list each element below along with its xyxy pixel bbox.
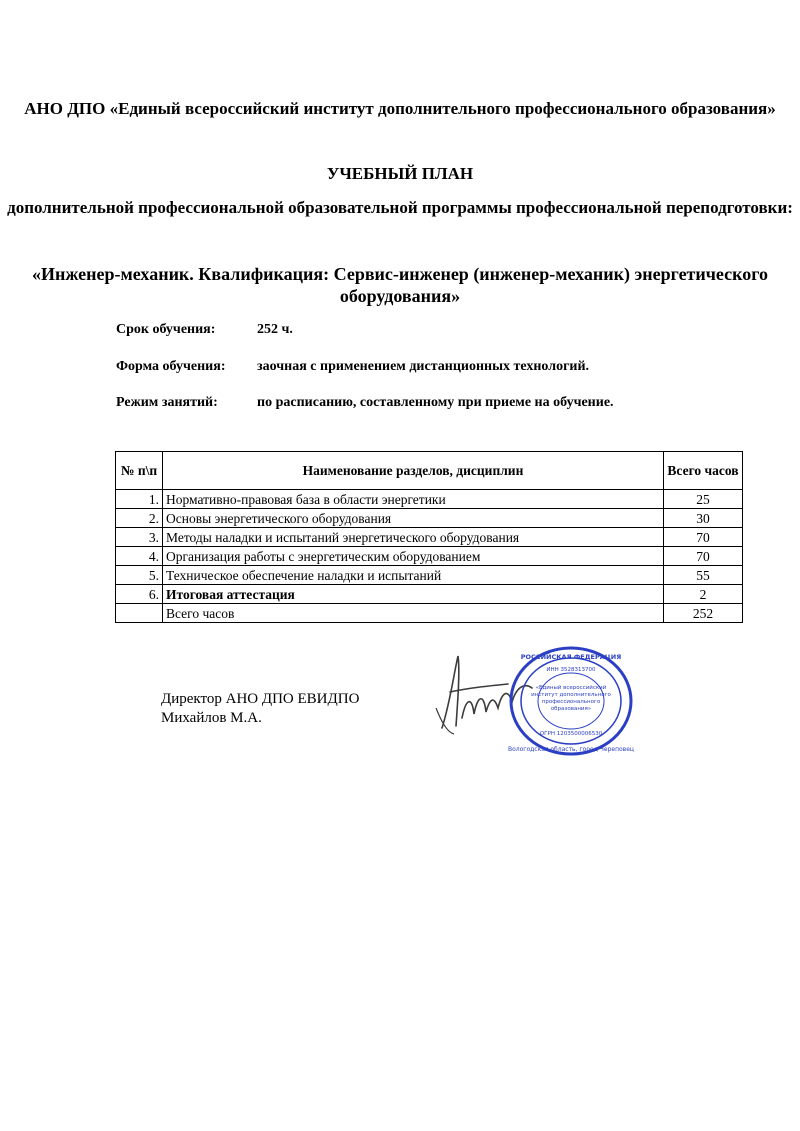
- header-number: № п\п: [116, 452, 163, 490]
- study-form-row: [116, 359, 590, 375]
- row-discipline: Основы энергетического оборудования: [163, 509, 664, 528]
- program-name: «Инженер-механик. Квалификация: Сервис-инженер (инженер-механик) энергетического оборудования»: [32, 264, 768, 306]
- table-row: [116, 585, 743, 604]
- svg-text:Вологодская область, город Чер: Вологодская область, город Череповец: [508, 746, 634, 753]
- header-discipline: Наименование разделов, дисциплин: [163, 452, 664, 490]
- table-row: [116, 566, 743, 585]
- row-number: 6.: [116, 585, 163, 604]
- row-hours: 70: [664, 528, 743, 547]
- row-hours: 2: [664, 585, 743, 604]
- official-seal: [508, 645, 634, 757]
- svg-text:образования»: образования»: [550, 706, 592, 712]
- duration-value: 252 ч.: [257, 322, 293, 337]
- curriculum-table: [115, 451, 743, 623]
- director-position: Директор АНО ДПО ЕВИДПО: [161, 691, 360, 707]
- total-value: 252: [664, 604, 743, 623]
- total-number-cell: [116, 604, 163, 623]
- row-hours: 70: [664, 547, 743, 566]
- row-discipline: Итоговая аттестация: [163, 585, 664, 604]
- svg-text:РОССИЙСКАЯ ФЕДЕРАЦИЯ: РОССИЙСКАЯ ФЕДЕРАЦИЯ: [520, 653, 622, 661]
- table-row: [116, 509, 743, 528]
- table-row: [116, 528, 743, 547]
- table-row: [116, 547, 743, 566]
- header-hours: Всего часов: [664, 452, 743, 490]
- row-discipline: Методы наладки и испытаний энергетического оборудования: [163, 528, 664, 547]
- row-number: 5.: [116, 566, 163, 585]
- svg-text:институт дополнительного: институт дополнительного: [531, 692, 611, 698]
- study-form-value: заочная с применением дистанционных технологий.: [257, 359, 590, 374]
- row-discipline: Техническое обеспечение наладки и испытаний: [163, 566, 664, 585]
- signature-block: [161, 690, 359, 728]
- study-form-label: Форма обучения:: [116, 359, 226, 374]
- schedule-value: по расписанию, составленному при приеме на обучение.: [257, 395, 614, 410]
- row-discipline: Нормативно-правовая база в области энергетики: [163, 490, 664, 509]
- duration-label: Срок обучения:: [116, 322, 216, 337]
- program-type: дополнительной профессиональной образовательной программы профессиональной переподготовки:: [7, 198, 793, 217]
- total-label: Всего часов: [163, 604, 664, 623]
- row-number: 1.: [116, 490, 163, 509]
- row-hours: 55: [664, 566, 743, 585]
- row-discipline: Организация работы с энергетическим оборудованием: [163, 547, 664, 566]
- svg-text:профессионального: профессионального: [541, 699, 601, 705]
- table-row: [116, 490, 743, 509]
- schedule-label: Режим занятий:: [116, 395, 218, 410]
- organization-name: АНО ДПО «Единый всероссийский институт дополнительного профессионального образования»: [24, 99, 776, 118]
- svg-text:ИНН 3528313700: ИНН 3528313700: [546, 667, 596, 673]
- row-hours: 30: [664, 509, 743, 528]
- svg-text:ОГРН 1203500006530: ОГРН 1203500006530: [539, 731, 603, 737]
- schedule-row: [116, 395, 614, 411]
- table-header-row: [116, 452, 743, 490]
- row-number: 4.: [116, 547, 163, 566]
- duration-row: [116, 322, 293, 338]
- row-number: 3.: [116, 528, 163, 547]
- row-hours: 25: [664, 490, 743, 509]
- table-total-row: [116, 604, 743, 623]
- row-number: 2.: [116, 509, 163, 528]
- document-title: УЧЕБНЫЙ ПЛАН: [326, 164, 474, 183]
- svg-text:«Единый всероссийский: «Единый всероссийский: [535, 685, 607, 691]
- director-name: Михайлов М.А.: [161, 710, 262, 726]
